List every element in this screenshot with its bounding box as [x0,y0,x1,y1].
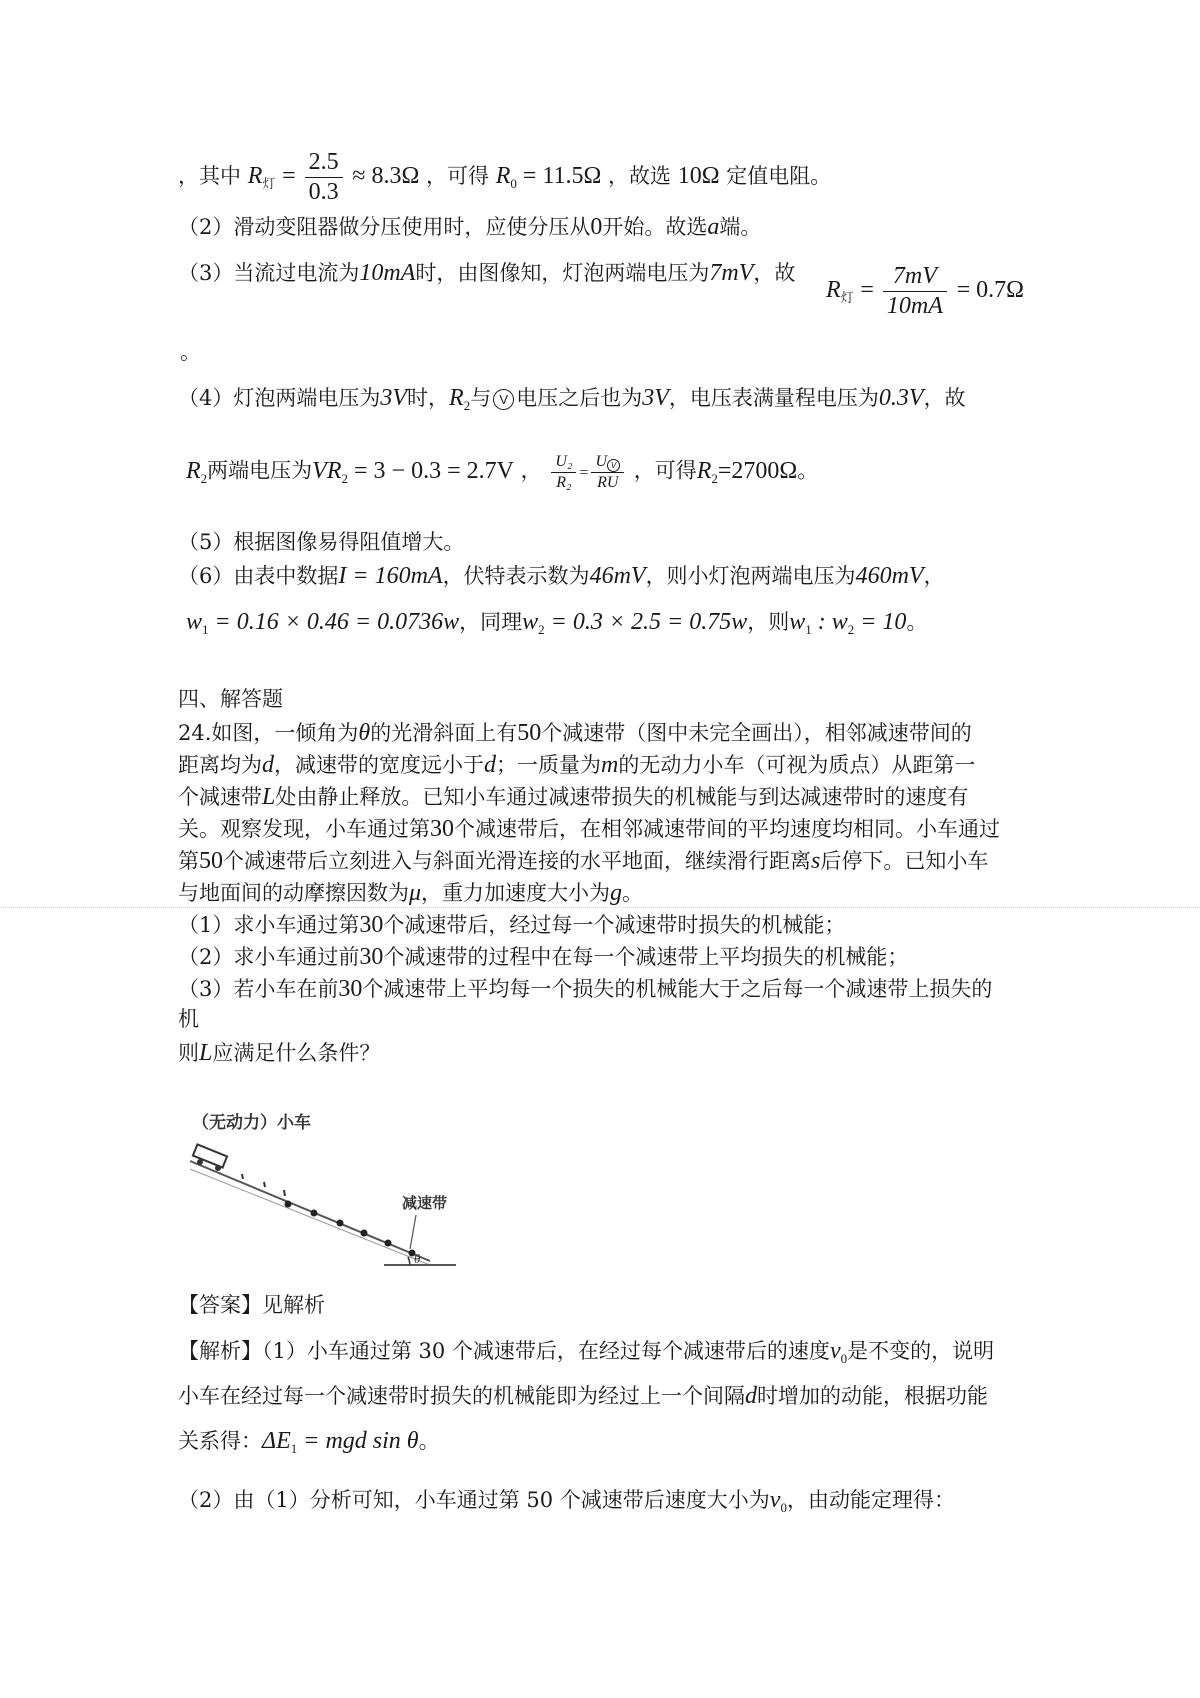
text: 。 [797,458,819,483]
text: （5）根据图像易得阻值增大。 [178,530,465,554]
page-divider [0,907,1200,908]
text: ；一质量为 [496,753,601,777]
text: （2）滑动变阻器做分压使用时，应使分压从 [178,215,591,239]
speed-bump [311,1210,318,1217]
text: （6）由表中数据 [178,564,339,588]
text: ，同理 [459,610,523,634]
text: （2）求小车通过前 [178,945,360,969]
question-24-part-1 [178,911,845,940]
speed-bump [285,1201,292,1208]
text: ，重力加速度大小为 [421,881,611,905]
math-r2-result: $R_2=2700\Omega$ [696,457,798,486]
text: 两端电压为 [207,458,313,483]
math-3V: 3V [380,385,408,411]
math-L: L [262,784,276,810]
text: 则 [178,1041,199,1065]
math-d: d [745,1383,757,1409]
angle-arc [408,1257,410,1265]
question-24-line-5 [178,847,988,876]
fraction-7mV-over-10mA: $\frac{7mV}{10mA}$ [883,262,947,321]
speed-bump [361,1230,368,1237]
speed-bump-mark [242,1174,243,1179]
text: 后停下。已知小车 [820,849,989,873]
math-460mV: 460mV [855,563,924,589]
text: 端。 [719,215,762,239]
answer-label: 【答案】见解析 [178,1293,325,1317]
text: ， [520,458,542,483]
math-vr2: $VR_2 = 3 - 0.3 = 2.7V$ [312,457,514,486]
math-50: 50 [517,720,542,746]
question-24-line-3 [178,783,968,812]
math-30: 30 [338,976,363,1002]
car-icon [193,1144,227,1171]
text: ，可得 [633,458,697,483]
solution-line-1 [178,148,831,207]
text: （4）灯泡两端电压为 [178,386,381,410]
text: ，故 [923,386,966,410]
math-w1: $w_1 = 0.16 \times 0.46 = 0.0736w$ [186,609,460,637]
analysis-line-3 [178,1427,440,1457]
math-r0: $R_0 = 11.5\Omega$ [495,162,602,191]
math-50: 50 [199,848,223,874]
section-title: 四、解答题 [178,687,283,711]
text: 个减速带（图中未完全画出），相邻减速带间的 [541,721,972,745]
text: ， [923,564,945,588]
text: ，伏特表示数为 [442,564,590,588]
math-30: 30 [359,912,384,938]
speed-bump-mark [284,1190,285,1196]
math-r2: $R_2$ [186,457,208,486]
incline-diagram [184,1105,484,1270]
solution-line-8 [186,608,927,638]
text: 开始。故选 [602,215,708,239]
analysis-line-2 [178,1382,988,1411]
question-24-line-2 [178,751,975,780]
text: 。 [418,1429,440,1453]
text: 时， [407,386,450,410]
math-d: d [262,752,274,778]
question-24-line-1 [178,719,972,748]
math-m: m [601,752,619,778]
speed-bump [337,1220,344,1227]
text: 【解析】（1）小车通过第 30 个减速带后，在经过每个减速带后的速度 [178,1339,830,1363]
text: 。 [622,881,644,905]
math-eq: = [579,464,589,482]
text: 是不变的，说明 [847,1339,995,1363]
voltmeter-symbol-icon: V [493,389,514,410]
text: 与 [470,386,492,410]
text: ，电压表满量程电压为 [668,386,879,410]
analysis-line-1 [178,1337,994,1367]
math-r-lamp: $R_灯$ [826,276,854,305]
text: ，故选 [608,163,672,188]
math-30: 30 [359,944,384,970]
math-30: 30 [430,816,454,842]
text: ，则小灯泡两端电压为 [645,564,856,588]
text: 与地面间的动摩擦因数为 [178,881,409,905]
text: 关。观察发现，小车通过第 [178,817,430,841]
math-mu: μ [409,880,422,906]
text: ，故 [753,261,796,285]
math-d: d [484,752,496,778]
question-24-part-3-cont: 机 [178,1007,199,1031]
text: ，可得 [426,163,489,188]
question-24-line-6 [178,879,643,908]
text: 应满足什么条件？ [212,1041,381,1065]
math-result: = 0.7Ω [956,276,1024,303]
solution-line-4 [178,384,966,414]
fraction-2-5-over-0-3: $\frac{2.5}{0.3}$ [305,148,343,207]
fraction-u2-over-r2: $\frac{\text{U₂}}{\text{R₂}}$ [551,452,576,491]
math-r2: $R_2$ [449,385,471,413]
math-approx: ≈ 8.3Ω [352,162,420,189]
analysis-line-4 [178,1486,955,1516]
text: 24.如图，一倾角为 [178,721,359,745]
text: 个减速带后立刻进入与斜面光滑连接的水平地面，继续滑行距离 [223,849,811,873]
math-delta-e1: $\Delta E_1$ = mgd sin θ [262,1428,419,1456]
question-24-line-4 [178,815,1000,844]
math-46mV: 46mV [589,563,646,589]
speed-bump-mark [264,1182,265,1187]
math-7mV: 7mV [709,260,754,286]
text: （2）由（1）分析可知，小车通过第 50 个减速带后速度大小为 [178,1488,770,1512]
math-r-lamp: $R_灯$ [247,162,276,191]
text: 的光滑斜面上有 [370,721,518,745]
fraction-uv-over-ru: $\frac{\text{U V}}{RU}$ [591,452,624,492]
solution-line-3 [178,259,795,288]
text: 个减速带后，经过每一个减速带时损失的机械能； [383,913,846,937]
solution-line-3-equation [826,262,1024,321]
math-v0: $v_0$ [829,1338,848,1366]
math-current: I = 160mA [338,563,443,589]
text: （3）若小车在前 [178,977,339,1001]
math-eq: = [282,162,302,189]
text: ，由动能定理得： [786,1488,955,1512]
band-pointer [410,1215,416,1249]
incline-surface-top [190,1161,430,1261]
text: ，其中 [178,163,241,188]
solution-line-2 [178,213,761,242]
math-a: a [707,214,720,240]
text: 定值电阻。 [726,163,832,188]
math-zero: 0 [590,214,603,240]
text: （3）当流过电流为 [178,261,360,285]
text: 电压之后也为 [516,386,643,410]
solution-line-6 [178,530,464,555]
math-g: g [610,880,623,906]
text: 小车在经过每一个减速带时损失的机械能即为经过上一个间隔 [178,1384,745,1408]
question-24-part-3 [178,975,992,1004]
math-theta: θ [358,720,371,746]
solution-line-5 [186,452,818,492]
speed-bump [385,1240,392,1247]
text: （1）求小车通过第 [178,913,360,937]
incline-surface-bottom [190,1169,430,1265]
math-10-ohm: 10Ω [677,162,720,189]
math-3V: 3V [642,385,669,411]
math-v0: $v_0$ [769,1487,787,1515]
voltmeter-symbol-icon: V [607,459,620,472]
figure-label-band: 减速带 [402,1194,448,1212]
math-0-3V: 0.3V [878,385,924,411]
text: 时增加的动能，根据功能 [757,1384,988,1408]
text: ，则 [747,610,790,634]
solution-line-3-end [180,340,201,365]
text: 处由静止释放。已知小车通过减速带损失的机械能与到达减速带时的速度有 [275,785,969,809]
text: 第 [178,849,199,873]
text: 距离均为 [178,753,262,777]
text: 时，由图像知，灯泡两端电压为 [415,261,710,285]
text: 个减速带上平均每一个损失的机械能大于之后每一个减速带上损失的 [362,977,993,1001]
math-eq: = [860,276,880,303]
math-10mA: 10mA [359,260,416,286]
text: 个减速带 [178,785,262,809]
figure-label-car: （无动力）小车 [192,1113,311,1133]
question-24-part-3-condition [178,1039,380,1068]
math-L: L [199,1040,213,1066]
figure-label-angle: θ [414,1251,421,1266]
text: 的无动力小车（可视为质点）从距第一 [618,753,976,777]
text: 。 [180,340,201,364]
text: 个减速带的过程中在每一个减速带上平均损失的机械能； [383,945,909,969]
question-24-part-2 [178,943,908,972]
solution-line-7 [178,562,945,591]
text: 个减速带后，在相邻减速带间的平均速度均相同。小车通过 [454,817,1000,841]
math-w2: $w_2 = 0.3 \times 2.5 = 0.75w$ [522,609,748,637]
math-ratio: $w_1$ : $w_2 = 10$ [789,609,907,637]
text: ，减速带的宽度远小于 [274,753,484,777]
text: 关系得： [178,1429,262,1453]
math-s: s [811,848,821,874]
text: 。 [906,610,928,634]
